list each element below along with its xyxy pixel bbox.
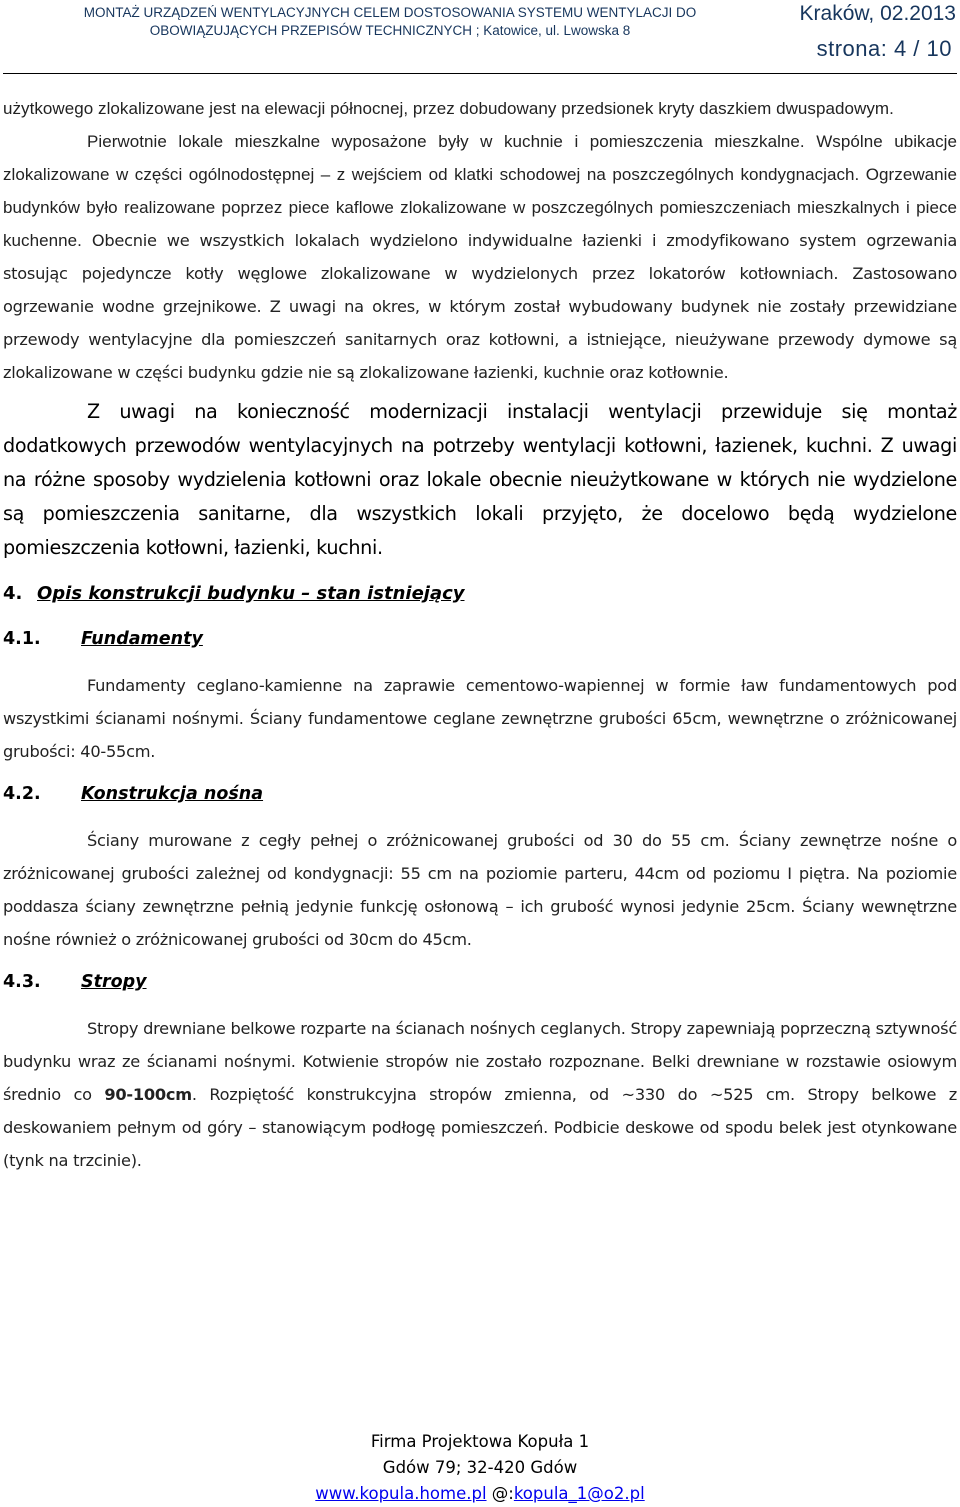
section-4-1-number: 4.1. bbox=[3, 629, 41, 649]
section-4-3-number: 4.3. bbox=[3, 972, 41, 992]
paragraph-modernization-text: Z uwagi na konieczność modernizacji instalacji wentylacji przewiduje się montaż dodatkowych przewodów wentylacyjnych na potrzeby wentylacji kotłowni, łazienek, kuchni. Z uwagi na różne sposoby wydzielenia kotłowni oraz lokale obecnie nieużytkowane w których nie wydzielone są pomieszczenia sanitarne, dla wszystkich lokali przyjęto, że docelowo będą wydzielone pomieszczenia kotłowni, łazienki, kuchni. bbox=[3, 400, 957, 559]
section-4-2-number: 4.2. bbox=[3, 784, 41, 804]
document-title bbox=[50, 4, 730, 40]
footer-email-link[interactable]: kopula_1@o2.pl bbox=[513, 1484, 645, 1503]
section-4-3-heading bbox=[3, 972, 957, 1002]
footer-email-prefix: @: bbox=[491, 1484, 514, 1503]
section-4-3-spacing-value: 90-100cm bbox=[104, 1085, 192, 1104]
paragraph-entrance: użytkowego zlokalizowane jest na elewacji północnej, przez dobudowany przedsionek kryty daszkiem dwuspadowym. bbox=[3, 99, 894, 118]
page-number: strona: 4 / 10 bbox=[816, 36, 952, 61]
section-4-title: Opis konstrukcji budynku – stan istniejący bbox=[37, 583, 465, 604]
section-4-3-text-a: Stropy drewniane belkowe rozparte na ścianach nośnych ceglanych. Stropy zapewniają poprzeczną sztywność budynku wraz ze ścianami nośnymi. Kotwienie stropów nie zostało rozpoznane. Belki drewniane w rozstawie osiowym średnio co bbox=[3, 1019, 957, 1104]
footer-company: Firma Projektowa Kopuła 1 bbox=[370, 1432, 590, 1451]
footer-address: Gdów 79; 32-420 Gdów bbox=[382, 1458, 578, 1477]
paragraph-original-layout-text: Pierwotnie lokale mieszkalne wyposażone były w kuchnie i pomieszczenia mieszkalne. Wspólne ubikacje zlokalizowane w części ogólnodostępnej – z wejściem od klatki schodowej na poszczególnych kondygnacjach. bbox=[3, 132, 957, 184]
footer-website-link[interactable]: www.kopula.home.pl bbox=[315, 1484, 487, 1503]
header-divider bbox=[3, 73, 957, 74]
section-4-2-title: Konstrukcja nośna bbox=[81, 784, 264, 804]
paragraph-modernization bbox=[3, 395, 957, 565]
section-4-2-body bbox=[3, 824, 957, 956]
section-4-1-heading bbox=[3, 629, 957, 659]
section-4-3-text-b: . Rozpiętość konstrukcyjna stropów zmienna, od ~330 do ~525 cm. Stropy belkowe z deskowaniem pełnym od góry – stanowiącym podłogę pomieszczeń. Podbicie deskowe od spodu belek jest otynkowane (tynk na trzcinie). bbox=[3, 1085, 957, 1170]
section-4-1-title: Fundamenty bbox=[81, 629, 203, 649]
page-footer bbox=[0, 1429, 960, 1507]
section-4-2-text: Ściany murowane z cegły pełnej o zróżnicowanej grubości od 30 do 55 cm. Ściany zewnętrze nośne o zróżnicowanej grubości zależnej od kondygnacji: 55 cm na poziomie parteru, 44cm od poziomu I piętra. Na poziomie poddasza ściany zewnętrzne pełnią jedynie funkcję osłonową – ich grubość wynosi jedynie 25cm. Ściany wewnętrzne nośne również o zróżnicowanej grubości od 30cm do 45cm. bbox=[3, 831, 957, 949]
footer-contact bbox=[0, 1481, 960, 1507]
paragraph-original-layout bbox=[3, 125, 957, 389]
section-4-3-body bbox=[3, 1012, 957, 1177]
paragraph-current-state-text: Obecnie we wszystkich lokalach wydzielono indywidualne łazienki i zmodyfikowano system ogrzewania stosując pojedyncze kotły węglowe zlokalizowane w wydzielonych przez lokatorów kotłowniach. Zastosowano ogrzewanie wodne grzejnikowe. Z uwagi na okres, w którym został wybudowany budynek nie zostały przewidziane przewody wentylacyjne dla pomieszczeń sanitarnych oraz kotłowni, a istniejące, nieużywane przewody dymowe są zlokalizowane w części budynku gdzie nie są zlokalizowane łazienki, kuchnie oraz kotłownie. bbox=[3, 231, 958, 382]
section-4-1-body bbox=[3, 669, 957, 768]
section-4-1-text: Fundamenty ceglano-kamienne na zaprawie cementowo-wapiennej w formie ław fundamentowych pod wszystkimi ścianami nośnymi. Ściany fundamentowe ceglane zewnętrzne grubości 65cm, wewnętrzne o zróżnicowanej grubości: 40-55cm. bbox=[3, 676, 957, 761]
section-4-number: 4. bbox=[3, 583, 23, 604]
document-title-line-2: OBOWIĄZUJĄCYCH PRZEPISÓW TECHNICZNYCH ; Katowice, ul. Lwowska 8 bbox=[149, 23, 631, 38]
document-title-line-1: MONTAŻ URZĄDZEŃ WENTYLACYJNYCH CELEM DOSTOSOWANIA SYSTEMU WENTYLACJI DO bbox=[83, 5, 697, 20]
document-body bbox=[3, 92, 957, 1177]
section-4-3-title: Stropy bbox=[81, 972, 147, 992]
section-4-heading bbox=[3, 583, 957, 613]
section-4-2-heading bbox=[3, 784, 957, 814]
document-date: Kraków, 02.2013 bbox=[799, 2, 956, 25]
page-header bbox=[0, 0, 960, 74]
paragraph-heating-text: Ogrzewanie budynków było realizowane poprzez piece kaflowe zlokalizowane w poszczególnych pomieszczeniach mieszkalnych i piece kuchenne. bbox=[3, 165, 957, 250]
